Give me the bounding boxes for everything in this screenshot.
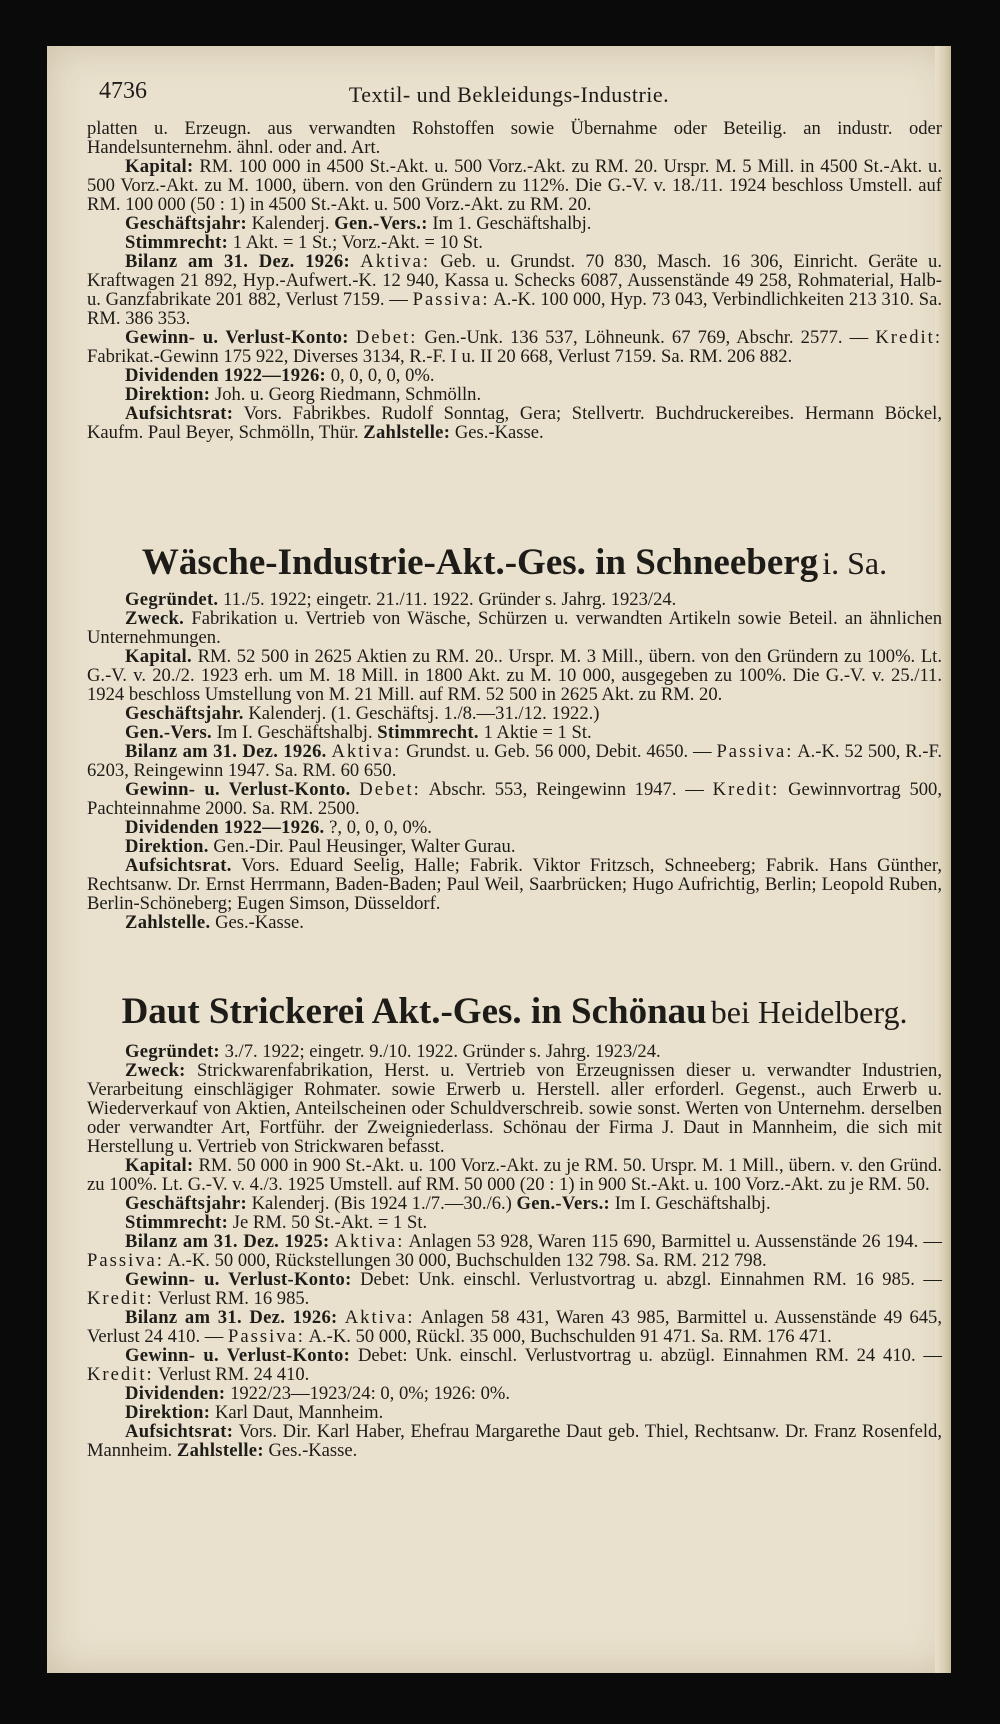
voting-rights-text: Je RM. 50 St.-Akt. = 1 St. (232, 1212, 428, 1233)
balance-label: Bilanz am 31. Dez. 1926: (125, 251, 350, 272)
management-paragraph (87, 385, 942, 404)
fiscal-year-text: Kalenderj. (251, 213, 330, 234)
profit-loss-label: Gewinn- u. Verlust-Konto: (125, 1345, 351, 1366)
fiscal-year-text: Kalenderj. (1. Geschäftsj. 1./8.—31./12. 1922.) (248, 703, 600, 724)
founded-label: Gegründet. (125, 589, 219, 610)
debit-text: Abschr. 553, Reingewinn 1947. — (428, 779, 704, 800)
supervisory-board-text: Vors. Eduard Seelig, Halle; Fabrik. Viktor Fritzsch, Schneeberg; Fabrik. Hans Günther, Rechtsanw. Dr. Ernst Herrmann, Baden-Baden; Paul Weil, Saarbrücken; Hugo Aufrichtig, Berlin; Leopold Ruben, Berlin-Schöneberg; Eugen Simson, Düsseldorf. (87, 855, 942, 914)
entry-continued (87, 119, 942, 442)
management-text: Joh. u. Georg Riedmann, Schmölln. (214, 384, 482, 405)
voting-rights-label: Stimmrecht. (377, 722, 479, 743)
founded-text: 11./5. 1922; eingetr. 21./11. 1922. Gründer s. Jahrg. 1923/24. (223, 589, 677, 610)
assets-label: Aktiva: (334, 1231, 405, 1252)
profit-loss-paragraph (87, 328, 942, 366)
credit-label: Kredit: (87, 1288, 154, 1309)
assets-1926-text: Anlagen 58 431, Waren 43 985, Barmittel u. Aussenstände 49 645, Verlust 24 410. — (87, 1307, 942, 1347)
credit-text: Gewinnvortrag 500, Pachteinnahme 2000. Sa. RM. 2500. (87, 779, 942, 819)
company-location: i. Sa. (822, 545, 888, 581)
purpose-label: Zweck. (125, 608, 185, 629)
voting-rights-paragraph (87, 1213, 942, 1232)
credit-label: Kredit: (87, 1364, 154, 1385)
balance-label: Bilanz am 31. Dez. 1926. (125, 741, 327, 762)
general-meeting-text: Im 1. Geschäftshalbj. (432, 213, 592, 234)
running-head: Textil- und Bekleidungs-Industrie. (348, 82, 670, 107)
capital-label: Kapital. (125, 646, 192, 667)
purpose-text: Strickwarenfabrikation, Herst. u. Vertrieb von Erzeugnissen dieser u. verwandter Industrien, Verarbeitung einschlägiger Rohmater. sowie Erwerb u. Herstell. aller erforderl. Gegenst., auch Erwerb u. Wiederverkauf von Aktien, Anteilscheinen oder Schuldverschreib. sowie sonst. Werten von Unternehm. derselben oder verwandter Art, Fortführ. der Zweigniederlass. Schönau der Firma J. Daut in Mannheim, die sich mit Herstellung u. Vertrieb von Strickwaren befasst. (87, 1060, 942, 1157)
fiscal-year-paragraph (87, 704, 942, 723)
liabilities-1926-text: A.-K. 50 000, Rückl. 35 000, Buchschulden 91 471. Sa. RM. 176 471. (308, 1326, 832, 1347)
debit-1926-text: Unk. einschl. Verlustvortrag u. abzügl. Einnahmen RM. 24 410. — (415, 1345, 943, 1366)
credit-1926-text: Verlust RM. 24 410. (157, 1364, 310, 1385)
management-label: Direktion: (125, 1402, 211, 1423)
debit-text: Gen.-Unk. 136 537, Löhneunk. 67 769, Abschr. 2577. — (424, 327, 869, 348)
founded-paragraph (87, 590, 942, 609)
company-entry (87, 590, 942, 932)
general-meeting-text: Im I. Geschäftshalbj. (614, 1193, 771, 1214)
voting-rights-text: 1 Aktie = 1 St. (483, 722, 592, 743)
liabilities-text: A.-K. 100 000, Hyp. 73 043, Verbindlichkeiten 213 310. Sa. RM. 386 353. (87, 289, 942, 329)
capital-text: RM. 50 000 in 900 St.-Akt. u. 100 Vorz.-Akt. zu je RM. 50. Urspr. M. 1 Mill., übern. v. den Gründ. zu 100%. Lt. G.-V. v. 4./3. 1925 Umstell. auf RM. 50 000 (20 : 1) in 900 St.-Akt. u. 100 Vorz.-Akt. zu je RM. 50. (87, 1155, 942, 1195)
supervisory-board-paragraph (87, 856, 942, 913)
management-paragraph (87, 1403, 942, 1422)
company-heading (87, 541, 942, 584)
dividends-label: Dividenden 1922—1926. (125, 817, 325, 838)
management-text: Gen.-Dir. Paul Heusinger, Walter Gurau. (213, 836, 516, 857)
profit-loss-label: Gewinn- u. Verlust-Konto: (125, 327, 349, 348)
dividends-text: 0, 0, 0, 0, 0%. (330, 365, 435, 386)
company-name: Wäsche-Industrie-Akt.-Ges. in Schneeberg (141, 542, 819, 583)
profit-loss-label: Gewinn- u. Verlust-Konto: (125, 1269, 352, 1290)
supervisory-board-label: Aufsichtsrat: (125, 403, 234, 424)
liabilities-label: Passiva: (87, 1250, 164, 1271)
general-meeting-paragraph (87, 723, 942, 742)
founded-label: Gegründet: (125, 1041, 220, 1062)
liabilities-label: Passiva: (412, 289, 490, 310)
paying-agent-text: Ges.-Kasse. (454, 422, 544, 443)
balance-paragraph (87, 742, 942, 780)
debit-label: Debet: (355, 327, 418, 348)
fiscal-year-label: Geschäftsjahr: (125, 213, 247, 234)
balance-1925-paragraph (87, 1232, 942, 1270)
general-meeting-label: Gen.-Vers.: (334, 213, 428, 234)
management-label: Direktion: (125, 384, 211, 405)
credit-text: Fabrikat.-Gewinn 175 922, Diverses 3134, R.-F. I u. II 20 668, Verlust 7159. Sa. RM. 206 882. (87, 346, 793, 367)
book-page (47, 46, 951, 1673)
voting-rights-text: 1 Akt. = 1 St.; Vorz.-Akt. = 10 St. (232, 232, 483, 253)
assets-text: Geb. u. Grundst. 70 830, Masch. 16 306, Einricht. Geräte u. Kraftwagen 21 892, Hyp.-Aufwert.-K. 12 940, Kassa u. Schecks 6087, Aussenstände 49 258, Rohmaterial, Halb- u. Ganzfabrikate 201 882, Verlust 7159. — (87, 251, 942, 310)
credit-1925-text: Verlust RM. 16 985. (157, 1288, 310, 1309)
management-label: Direktion. (125, 836, 209, 857)
fiscal-year-paragraph (87, 1194, 942, 1213)
general-meeting-label: Gen.-Vers. (125, 722, 213, 743)
profit-loss-1925-paragraph (87, 1270, 942, 1308)
paying-agent-text: Ges.-Kasse. (268, 1440, 358, 1461)
voting-rights-label: Stimmrecht: (125, 232, 229, 253)
supervisory-board-label: Aufsichtsrat: (125, 1421, 234, 1442)
debit-label: Debet: (357, 1345, 408, 1366)
debit-label: Debet: (360, 1269, 410, 1290)
purpose-paragraph (87, 1061, 942, 1156)
capital-paragraph (87, 157, 942, 214)
page-number: 4736 (99, 78, 147, 104)
dividends-label: Dividenden: (125, 1383, 226, 1404)
management-text: Karl Daut, Mannheim. (214, 1402, 384, 1423)
capital-label: Kapital: (125, 156, 194, 177)
purpose-text: Fabrikation u. Vertrieb von Wäsche, Schürzen u. verwandten Artikeln sowie Beteil. an ähnlichen Unternehmungen. (87, 608, 942, 648)
supervisory-board-paragraph (87, 404, 942, 442)
balance-1925-label: Bilanz am 31. Dez. 1925: (125, 1231, 330, 1252)
fiscal-year-label: Geschäftsjahr: (125, 1193, 247, 1214)
debit-1925-text: Unk. einschl. Verlustvortrag u. abzgl. Einnahmen RM. 16 985. — (418, 1269, 942, 1290)
liabilities-text: A.-K. 52 500, R.-F. 6203, Reingewinn 1947. Sa. RM. 60 650. (87, 741, 942, 781)
paying-agent-label: Zahlstelle. (125, 912, 211, 933)
assets-1925-text: Anlagen 53 928, Waren 115 690, Barmittel u. Aussenstände 26 194. — (408, 1231, 942, 1252)
founded-text: 3./7. 1922; eingetr. 9./10. 1922. Gründer s. Jahrg. 1923/24. (224, 1041, 661, 1062)
dividends-paragraph (87, 1384, 942, 1403)
capital-text: RM. 52 500 in 2625 Aktien zu RM. 20.. Urspr. M. 3 Mill., übern. von den Gründern zu 100%. Lt. G.-V. v. 20./2. 1923 erh. um M. 18 Mill. in 1800 Akt. zu M. 10 000, ausgegeben zu 100%. Die G.-V. v. 25./11. 1924 beschloss Umstellung von M. 21 Mill. auf RM. 52 500 in 2625 Akt. zu RM. 20. (87, 646, 942, 705)
dividends-paragraph (87, 366, 942, 385)
dividends-text: 1922/23—1923/24: 0, 0%; 1926: 0%. (230, 1383, 511, 1404)
liabilities-label: Passiva: (716, 741, 794, 762)
capital-paragraph (87, 647, 942, 704)
paying-agent-label: Zahlstelle: (176, 1440, 264, 1461)
general-meeting-text: Im I. Geschäftshalbj. (216, 722, 373, 743)
profit-loss-label: Gewinn- u. Verlust-Konto. (125, 779, 351, 800)
management-paragraph (87, 837, 942, 856)
dividends-label: Dividenden 1922—1926: (125, 365, 327, 386)
purpose-paragraph (87, 609, 942, 647)
capital-paragraph (87, 1156, 942, 1194)
company-location: bei Heidelberg. (710, 994, 908, 1030)
capital-label: Kapital: (125, 1155, 194, 1176)
assets-label: Aktiva: (344, 1307, 415, 1328)
profit-loss-1926-paragraph (87, 1346, 942, 1384)
supervisory-board-text: Vors. Fabrikbes. Rudolf Sonntag, Gera; Stellvertr. Buchdruckereibes. Hermann Böckel, Kaufm. Paul Beyer, Schmölln, Thür. (87, 403, 943, 443)
paying-agent-label: Zahlstelle: (363, 422, 451, 443)
founded-paragraph (87, 1042, 942, 1061)
supervisory-board-text: Vors. Dir. Karl Haber, Ehefrau Margarethe Daut geb. Thiel, Rechtsanw. Dr. Franz Rosenfeld, Mannheim. (87, 1421, 943, 1461)
company-entry (87, 1042, 942, 1460)
paying-agent-paragraph (87, 913, 942, 932)
debit-label: Debet: (359, 779, 421, 800)
profit-loss-paragraph (87, 780, 942, 818)
assets-label: Aktiva: (360, 251, 431, 272)
page-header (99, 78, 919, 112)
liabilities-label: Passiva: (228, 1326, 305, 1347)
fiscal-year-label: Geschäftsjahr. (125, 703, 244, 724)
voting-rights-label: Stimmrecht: (125, 1212, 229, 1233)
dividends-paragraph (87, 818, 942, 837)
fiscal-year-paragraph (87, 214, 942, 233)
liabilities-1925-text: A.-K. 50 000, Rückstellungen 30 000, Buchschulden 132 798. Sa. RM. 212 798. (167, 1250, 767, 1271)
capital-text: RM. 100 000 in 4500 St.-Akt. u. 500 Vorz.-Akt. zu RM. 20. Urspr. M. 5 Mill. in 4500 St.-Akt. u. 500 Vorz.-Akt. zu M. 1000, übern. von den Gründern zu 112%. Die G.-V. v. 18./11. 1924 beschloss Umstell. auf RM. 100 000 (50 : 1) in 4500 St.-Akt. u. 500 Vorz.-Akt. zu RM. 20. (87, 156, 942, 215)
paying-agent-text: Ges.-Kasse. (215, 912, 304, 933)
supervisory-board-paragraph (87, 1422, 942, 1460)
company-heading (87, 990, 942, 1033)
credit-label: Kredit: (875, 327, 943, 348)
dividends-text: ?, 0, 0, 0, 0%. (329, 817, 432, 838)
supervisory-board-label: Aufsichtsrat. (125, 855, 232, 876)
purpose-label: Zweck: (125, 1060, 186, 1081)
fiscal-year-text: Kalenderj. (Bis 1924 1./7.—30./6.) (251, 1193, 512, 1214)
voting-rights-paragraph (87, 233, 942, 252)
assets-label: Aktiva: (331, 741, 402, 762)
balance-1926-paragraph (87, 1308, 942, 1346)
balance-paragraph (87, 252, 942, 328)
purpose-continued: platten u. Erzeugn. aus verwandten Rohstoffen sowie Übernahme oder Beteilig. an industr. oder Handelsunternehm. ähnl. oder and. Art. (87, 118, 942, 158)
balance-1926-label: Bilanz am 31. Dez. 1926: (125, 1307, 338, 1328)
company-name: Daut Strickerei Akt.-Ges. in Schönau (121, 991, 707, 1032)
assets-text: Grundst. u. Geb. 56 000, Debit. 4650. — (406, 741, 712, 762)
general-meeting-label: Gen.-Vers.: (516, 1193, 611, 1214)
credit-label: Kredit: (712, 779, 780, 800)
